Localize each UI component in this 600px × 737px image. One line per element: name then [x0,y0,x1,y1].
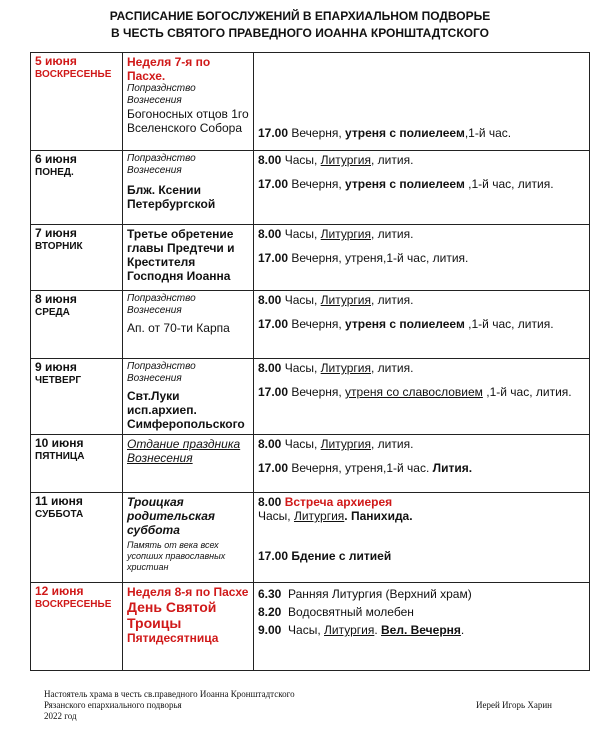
service-text: Водосвятный молебен [288,605,414,619]
service-cell [254,291,590,359]
service-text: , лития. [371,153,414,167]
table-row [31,583,590,671]
feast-main: Третье обретение главы Предтечи и Крестителя Господня Иоанна [127,227,235,283]
table-row [31,359,590,435]
day-date: 10 июня [35,436,84,450]
service-text: Вечерня, [291,317,346,331]
service-text-underlined: Литургия [320,153,371,167]
day-cell [31,225,123,291]
day-cell [31,291,123,359]
service-time: 9.00 [258,623,282,637]
service-text-bold: Вел. Вечерня [381,623,461,637]
table-row [31,151,590,225]
page-title [0,8,600,42]
service-line [258,509,585,523]
service-cell [254,493,590,583]
service-text: ,1-й час. [464,126,512,140]
service-text-underlined: Литургия [320,293,371,307]
feast-cell [123,493,254,583]
day-weekday: ВОСКРЕСЕНЬЕ [35,599,112,610]
day-weekday: ЧЕТВЕРГ [35,375,82,386]
service-text: Вечерня, [291,177,346,191]
service-time: 17.00 [258,385,289,399]
service-text: ,1-й час, лития. [464,317,554,331]
day-cell [31,493,123,583]
service-line [258,126,585,140]
service-line [258,361,585,375]
service-cell [254,225,590,291]
service-cell [254,583,590,671]
service-text: Вечерня, [291,126,346,140]
service-text: Часы, [284,293,321,307]
service-time: 17.00 [258,126,289,140]
feast-cell [123,225,254,291]
footer-line-3: 2022 год [44,711,77,721]
service-time: 8.00 [258,293,282,307]
service-cell [254,53,590,151]
day-date: 7 июня [35,226,77,240]
footer-line-1: Настоятель храма в честь св.праведного Иоанна Кронштадтского [44,689,295,699]
service-time: 17.00 [258,251,289,265]
service-line [258,293,585,307]
service-text: Часы, [284,361,321,375]
service-text: Часы, [284,227,321,241]
feast-cell [123,359,254,435]
service-line [258,317,585,331]
service-line [258,437,585,451]
feast-note: Попразднство Вознесения [127,361,196,384]
footer-left [44,689,295,722]
service-text: , лития. [371,361,414,375]
day-cell [31,359,123,435]
feast-note: Память от века всех усопших православных христиан [127,540,226,572]
feast-note: Попразднство Вознесения [127,83,196,106]
service-text: Часы, [284,153,321,167]
service-text-underlined: утреня со славословием [345,385,483,399]
day-cell [31,53,123,151]
service-time: 17.00 [258,317,289,331]
service-time: 8.00 [258,361,282,375]
feast-title: Неделя 8-я по Пасхе [127,585,249,599]
service-line [258,251,585,265]
day-weekday: СРЕДА [35,307,70,318]
table-row [31,493,590,583]
day-weekday: ВТОРНИК [35,241,83,252]
day-date: 11 июня [35,494,83,508]
service-line [258,177,585,191]
day-weekday: ПОНЕД. [35,167,74,178]
service-text-bold: Бдение с литией [291,549,392,563]
day-date: 6 июня [35,152,77,166]
service-text-bold: утреня с полиелеем [345,126,465,140]
service-time: 8.00 [258,153,282,167]
service-line [258,603,585,621]
service-text-underlined: Литургия [320,361,371,375]
service-text: Вечерня, утреня,1-й час, лития. [291,251,469,265]
service-text: ,1-й час, лития. [464,177,554,191]
feast-main: Свт.Луки исп.архиеп. Симферопольского [127,389,245,431]
feast-cell [123,583,254,671]
service-time: 6.30 [258,587,282,601]
day-cell [31,151,123,225]
table-row [31,225,590,291]
service-time: 8.00 [258,227,282,241]
service-time: 17.00 [258,461,289,475]
service-time: 17.00 [258,177,289,191]
service-time: 8.20 [258,605,282,619]
service-text: Часы, [258,509,294,523]
feast-title: Неделя 7-я по Пасхе. [127,55,211,83]
service-text: . [460,623,465,637]
feast-main: Ап. от 70-ти Карпа [127,321,230,335]
feast-main: Троицкая родительская суббота [127,495,215,537]
footer-line-2: Рязанского епархиального подворья [44,700,182,710]
service-text-bold: Лития. [432,461,473,475]
service-time: 17.00 [258,549,289,563]
day-date: 5 июня [35,54,77,68]
feast-sub: Пятидесятница [127,631,219,645]
feast-cell [123,291,254,359]
service-line [258,227,585,241]
service-text: . [374,623,381,637]
day-cell [31,435,123,493]
service-cell [254,151,590,225]
service-line [258,461,585,475]
feast-cell [123,53,254,151]
title-line-1: РАСПИСАНИЕ БОГОСЛУЖЕНИЙ В ЕПАРХИАЛЬНОМ ПОДВОРЬЕ [109,9,491,23]
service-text: , лития. [371,227,414,241]
service-text-bold: утреня с полиелеем [345,317,465,331]
day-cell [31,583,123,671]
day-date: 12 июня [35,584,84,598]
feast-main: Блж. Ксении Петербургской [127,183,216,211]
day-date: 9 июня [35,360,77,374]
table-row [31,291,590,359]
service-text-underlined: Литургия [293,509,345,523]
service-line [258,153,585,167]
feast-note: Попразднство Вознесения [127,153,196,176]
service-text-underlined: Литургия [320,227,371,241]
title-line-2: В ЧЕСТЬ СВЯТОГО ПРАВЕДНОГО ИОАННА КРОНШТАДТСКОГО [111,26,489,40]
service-text: Вечерня, утреня,1-й час. [291,461,433,475]
footer-signature: Иерей Игорь Харин [476,700,553,710]
day-date: 8 июня [35,292,77,306]
table-row [31,53,590,151]
table-row [31,435,590,493]
service-line [258,621,585,639]
service-line [258,585,585,603]
service-cell [254,359,590,435]
service-text: Часы, [284,437,321,451]
day-weekday: СУББОТА [35,509,84,520]
service-text: Часы, [288,623,324,637]
feast-main: Отдание праздника Вознесения [127,437,241,465]
service-text-bold: Встреча архиерея [284,495,393,509]
service-text: , лития. [371,437,414,451]
service-text-bold: утреня с полиелеем [345,177,465,191]
service-cell [254,435,590,493]
feast-note: Попразднство Вознесения [127,293,196,316]
feast-cell [123,435,254,493]
feast-cell [123,151,254,225]
service-time: 8.00 [258,495,282,509]
service-text: Ранняя Литургия (Верхний храм) [288,587,472,601]
day-weekday: ВОСКРЕСЕНЬЕ [35,69,112,80]
day-weekday: ПЯТНИЦА [35,451,85,462]
service-line [258,549,585,563]
feast-main: Богоносных отцов 1го Вселенского Собора [127,107,249,135]
service-line [258,385,585,399]
feast-main: День Святой Троицы [127,599,217,631]
service-text-underlined: Литургия [324,623,375,637]
service-text-bold: . Панихида. [344,509,413,523]
service-time: 8.00 [258,437,282,451]
schedule-table [30,52,590,671]
service-line [258,495,585,509]
service-text-underlined: Литургия [320,437,371,451]
service-text: , лития. [371,293,414,307]
service-text: Вечерня, [291,385,346,399]
service-text: ,1-й час, лития. [482,385,572,399]
